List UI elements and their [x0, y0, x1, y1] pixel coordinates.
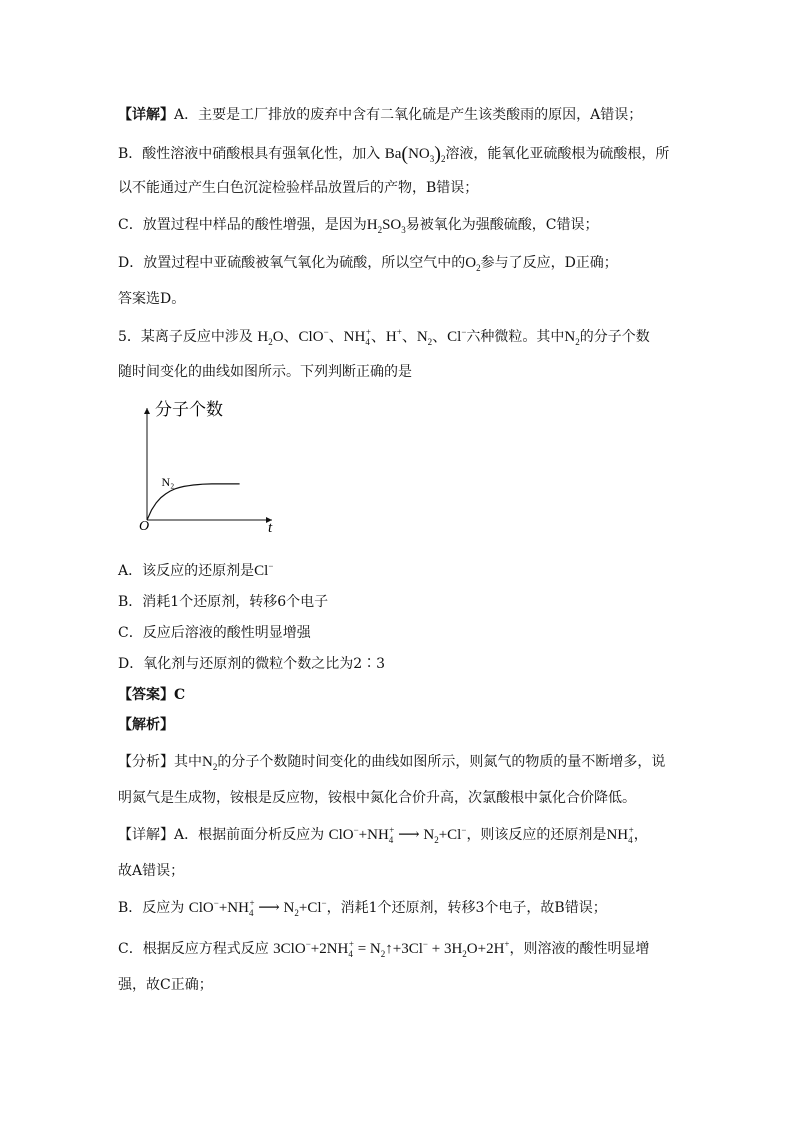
- q5-detail-a-line2: 故A错误；: [118, 863, 185, 879]
- q5-stem-line2: 随时间变化的曲线如图所示。下列判断正确的是: [118, 364, 412, 380]
- series-line-n2: [147, 484, 240, 520]
- q5-answer: 【答案】C: [118, 687, 186, 703]
- equation-b: $ClO^-+NH_4^+$ ⟶ $N_2+Cl^-$: [188, 898, 327, 918]
- x-axis-label: t: [268, 520, 273, 536]
- equation-a: $ClO^-+NH_4^+$ ⟶ $N_2+Cl^-$: [328, 825, 467, 845]
- q4-detail-a: 【详解】A．主要是工厂排放的废弃中含有二氧化硫是产生该类酸雨的原因，A错误；: [118, 107, 643, 123]
- option-c: C．反应后溶液的酸性明显增强: [118, 625, 311, 641]
- q4-answer: 答案选D。: [118, 291, 186, 307]
- q5-analysis-line2: 明氮气是生成物，铵根是反应物，铵根中氮化合价升高，次氯酸根中氯化合价降低。: [118, 790, 636, 806]
- q4-detail-c: C．放置过程中样品的酸性增强，是因为$H_2SO_3$易被氧化为强酸硫酸，C错误；: [118, 217, 599, 235]
- q5-analysis-tag: 【解析】: [118, 717, 174, 733]
- ba-no3-2-formula: $Ba(NO_3)_2$: [384, 143, 446, 165]
- q5-detail-c-line2: 强，故C正确；: [118, 977, 213, 993]
- q4-detail-b-line1: B．酸性溶液中硝酸根具有强氧化性，加入 $Ba(NO_3)_2$溶液，能氧化亚硫酸根为硫酸根，所: [118, 143, 670, 165]
- n2-molecule-count-chart: [120, 390, 300, 540]
- q4-detail-b-line2: 以不能通过产生白色沉淀检验样品放置后的产物，B错误；: [118, 180, 479, 196]
- option-a: A．该反应的还原剂是Cl−: [118, 561, 274, 579]
- option-b: B．消耗1个还原剂，转移6个电子: [118, 594, 329, 610]
- series-label-n2: N₂: [161, 474, 175, 489]
- origin-label: O: [139, 519, 150, 534]
- o2-formula: $O_2$: [465, 255, 481, 273]
- y-axis-label: 分子个数: [155, 400, 223, 419]
- h2so3-formula: $H_2SO_3$: [366, 217, 406, 235]
- option-d: D．氧化剂与还原剂的微粒个数之比为2∶3: [118, 656, 386, 672]
- q5-detail-b: B．反应为 $ClO^-+NH_4^+$ ⟶ $N_2+Cl^-$，消耗1个还原剂，转移3个电子，故B错误；: [118, 898, 607, 918]
- equation-c: $3ClO^-+2NH_4^+$ = $N_2↑+3Cl^- + 3H_2O+2H^+$: [273, 939, 510, 959]
- species-list: $H_2O$、ClO−、$NH_4^+$、H+、$N_2$、Cl−: [257, 327, 467, 347]
- detail-tag: 【详解】: [118, 107, 174, 123]
- q5-analysis-line1: 【分析】其中$N_2$的分子个数随时间变化的曲线如图所示，则氮气的物质的量不断增多，说: [118, 754, 666, 772]
- q5-detail-c-line1: C．根据反应方程式反应 $3ClO^-+2NH_4^+$ = $N_2↑+3Cl^- + 3H_2O+2H^+$，则溶液的酸性明显增: [118, 939, 650, 959]
- q5-stem-line1: 5．某离子反应中涉及 $H_2O$、ClO−、$NH_4^+$、H+、$N_2$、Cl−六种微粒。其中$N_2$的分子个数: [118, 327, 650, 347]
- q5-detail-a-line1: 【详解】A．根据前面分析反应为 $ClO^-+NH_4^+$ ⟶ $N_2+Cl^-$，则该反应的还原剂是$NH_4^+$，: [118, 825, 648, 845]
- q4-detail-d: D．放置过程中亚硫酸被氧气氧化为硫酸，所以空气中的$O_2$参与了反应，D正确；: [118, 255, 618, 273]
